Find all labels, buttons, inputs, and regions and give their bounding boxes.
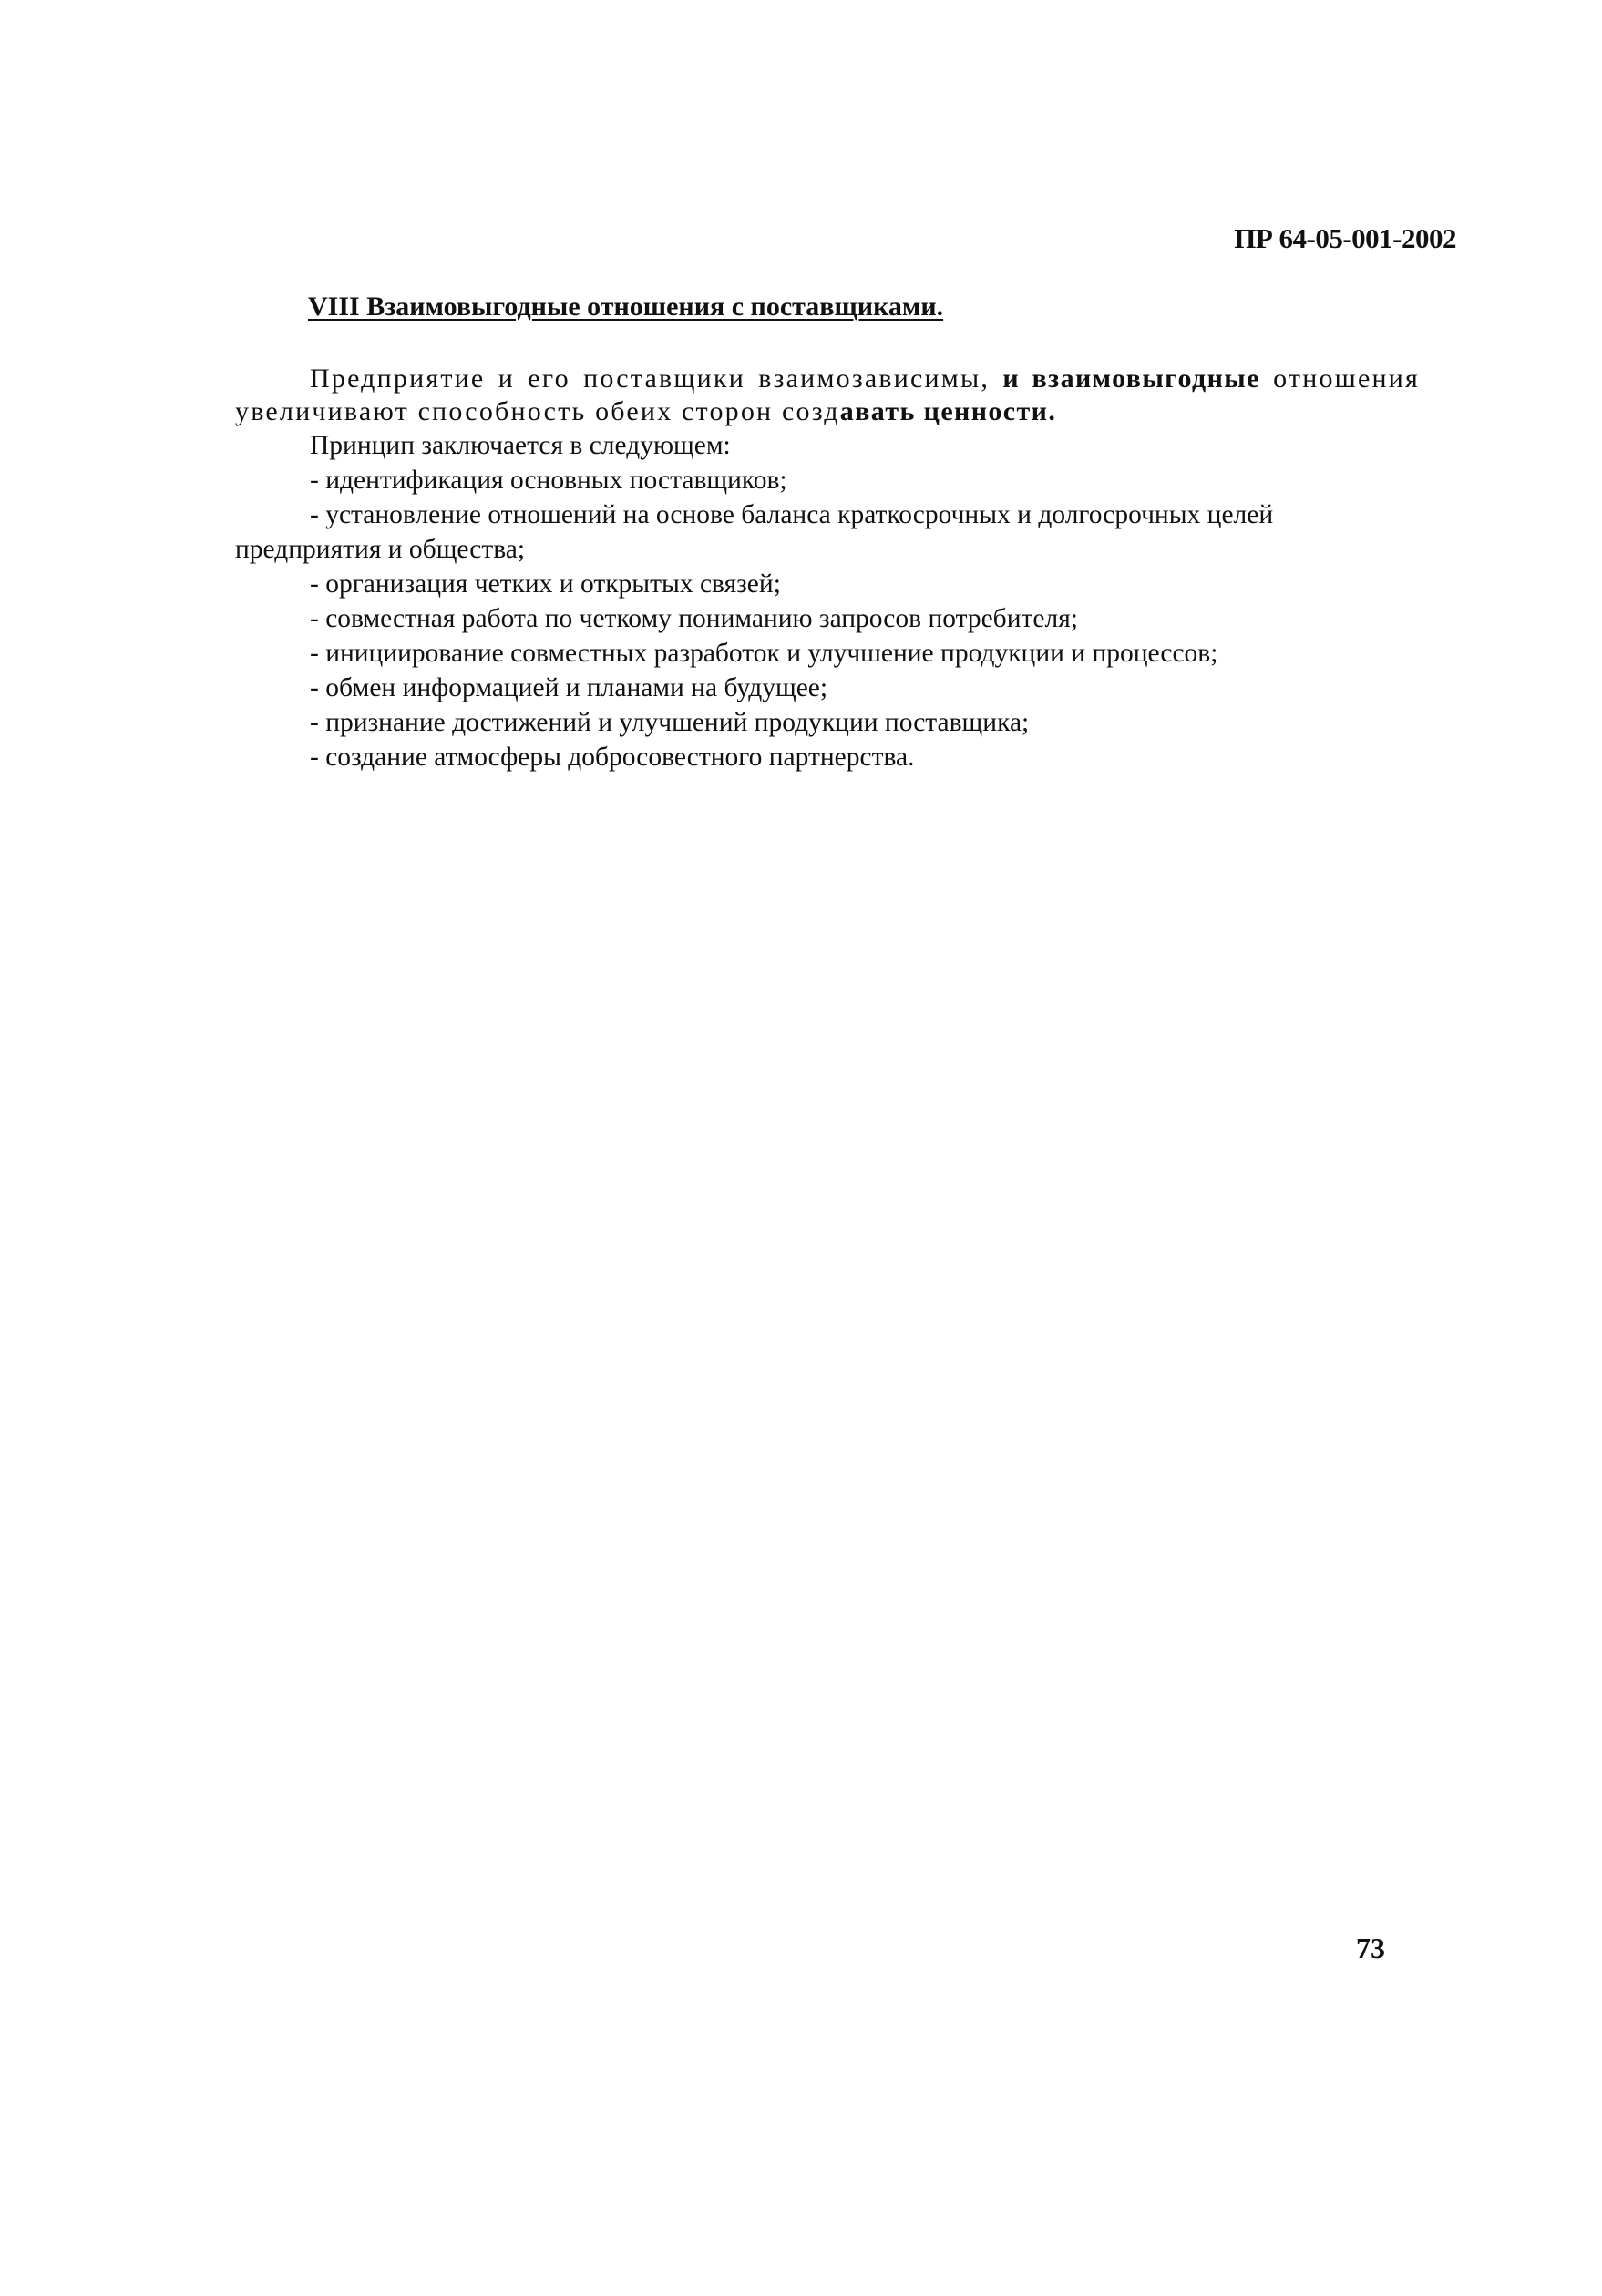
list-item: - обмен информацией и планами на будущее; <box>310 673 828 702</box>
intro-text-4-bold: авать ценности. <box>839 396 1057 426</box>
page-number: 73 <box>1356 1932 1385 1964</box>
intro-text-3: отношения увеличивают способность обеих сторон созд <box>235 364 1420 426</box>
list-item: - установление отношений на основе баланса краткосрочных и долгосрочных целей предприятия и общества; <box>235 500 1274 564</box>
list-item: - создание атмосферы добросовестного партнерства. <box>310 743 915 772</box>
intro-paragraph <box>235 363 1420 428</box>
section-title: VIII Взаимовыгодные отношения с поставщиками. <box>308 292 944 322</box>
list-item: - идентификация основных поставщиков; <box>310 466 787 495</box>
intro-text-1: Предприятие и его поставщики взаимозависимы, <box>310 364 1003 394</box>
document-code: ПР 64-05-001-2002 <box>1234 222 1456 254</box>
principle-lead: Принцип заключается в следующем: <box>310 431 731 460</box>
list-item: - организация четких и открытых связей; <box>310 569 781 599</box>
list-item: - признание достижений и улучшений продукции поставщика; <box>310 708 1030 737</box>
intro-text-2-bold: и взаимовыгодные <box>1002 364 1260 394</box>
list-item: - совместная работа по четкому пониманию запросов потребителя; <box>310 604 1078 633</box>
document-body <box>235 363 1420 774</box>
list-item: - инициирование совместных разработок и улучшение продукции и процессов; <box>310 639 1218 668</box>
